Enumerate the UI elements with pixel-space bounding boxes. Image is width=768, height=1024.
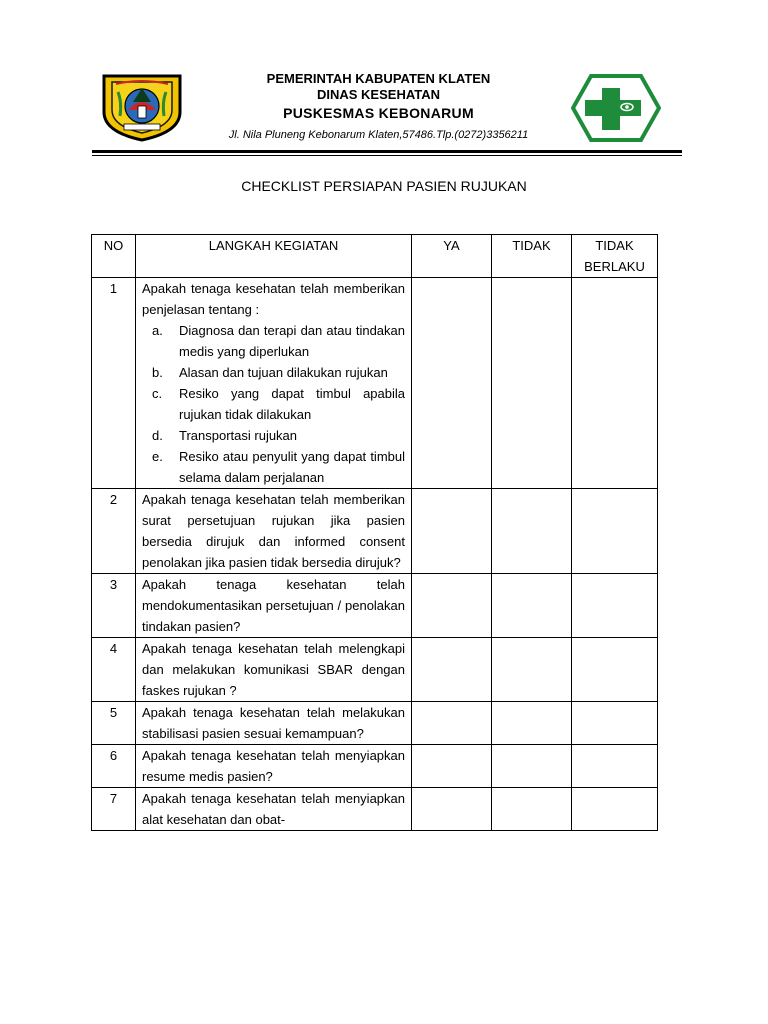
list-item-text: Alasan dan tujuan dilakukan rujukan xyxy=(179,365,388,380)
tidak-berlaku-cell[interactable] xyxy=(572,574,658,638)
header-tidak: TIDAK xyxy=(492,235,572,278)
row-number: 6 xyxy=(92,745,136,788)
header-puskesmas: PUSKESMAS KEBONARUM xyxy=(283,105,474,121)
table-row xyxy=(92,489,658,574)
table-header-row xyxy=(92,235,658,278)
list-item-text: Transportasi rujukan xyxy=(179,428,298,443)
tidak-berlaku-cell[interactable] xyxy=(572,745,658,788)
tidak-cell[interactable] xyxy=(492,638,572,702)
table-row xyxy=(92,638,658,702)
list-item xyxy=(142,362,405,383)
tidak-cell[interactable] xyxy=(492,489,572,574)
tidak-berlaku-cell[interactable] xyxy=(572,702,658,745)
row-number: 4 xyxy=(92,638,136,702)
row-activity: Apakah tenaga kesehatan telah menyiapkan alat kesehatan dan obat- xyxy=(136,788,412,831)
table-row xyxy=(92,788,658,831)
row-question: Apakah tenaga kesehatan telah memberikan penjelasan tentang : xyxy=(142,281,405,317)
tidak-cell[interactable] xyxy=(492,788,572,831)
row-activity: Apakah tenaga kesehatan telah mendokumentasikan persetujuan / penolakan tindakan pasien? xyxy=(136,574,412,638)
checklist-table xyxy=(91,234,658,831)
list-item-text: Diagnosa dan terapi dan atau tindakan medis yang diperlukan xyxy=(179,323,405,359)
tidak-cell[interactable] xyxy=(492,702,572,745)
letterhead-rule-thick xyxy=(92,150,682,153)
list-item xyxy=(142,425,405,446)
list-item xyxy=(142,320,405,362)
header-ya: YA xyxy=(412,235,492,278)
ya-cell[interactable] xyxy=(412,489,492,574)
tidak-berlaku-cell[interactable] xyxy=(572,489,658,574)
row-activity: Apakah tenaga kesehatan telah memberikan surat persetujuan rujukan jika pasien bersedia dirujuk dan informed consent penolakan jika pasien tidak bersedia dirujuk? xyxy=(136,489,412,574)
list-item xyxy=(142,383,405,425)
header-langkah-kegiatan: LANGKAH KEGIATAN xyxy=(136,235,412,278)
table-row xyxy=(92,574,658,638)
header-department: DINAS KESEHATAN xyxy=(316,87,441,102)
klaten-emblem-logo xyxy=(98,72,186,142)
header-address: Jl. Nila Pluneng Kebonarum Klaten,57486.Tlp.(0272)3356211 xyxy=(228,129,529,141)
list-marker: b. xyxy=(152,365,163,380)
tidak-cell[interactable] xyxy=(492,745,572,788)
ya-cell[interactable] xyxy=(412,745,492,788)
row-number: 3 xyxy=(92,574,136,638)
list-item-text: Resiko atau penyulit yang dapat timbul selama dalam perjalanan xyxy=(179,449,405,485)
document-title: CHECKLIST PERSIAPAN PASIEN RUJUKAN xyxy=(241,178,527,194)
tidak-cell[interactable] xyxy=(492,574,572,638)
ya-cell[interactable] xyxy=(412,638,492,702)
ya-cell[interactable] xyxy=(412,278,492,489)
tidak-berlaku-cell[interactable] xyxy=(572,278,658,489)
row-number: 7 xyxy=(92,788,136,831)
letterhead-rule-thin xyxy=(92,155,682,156)
sub-item-list xyxy=(142,320,405,488)
list-marker: e. xyxy=(152,449,163,464)
ya-cell[interactable] xyxy=(412,788,492,831)
row-activity: Apakah tenaga kesehatan telah melengkapi dan melakukan komunikasi SBAR dengan faskes rujukan ? xyxy=(136,638,412,702)
header-no: NO xyxy=(92,235,136,278)
row-number: 5 xyxy=(92,702,136,745)
list-item xyxy=(142,446,405,488)
list-item-text: Resiko yang dapat timbul apabila rujukan tidak dilakukan xyxy=(179,386,405,422)
list-marker: c. xyxy=(152,386,163,401)
tidak-berlaku-cell[interactable] xyxy=(572,788,658,831)
table-row xyxy=(92,745,658,788)
row-activity: Apakah tenaga kesehatan telah melakukan stabilisasi pasien sesuai kemampuan? xyxy=(136,702,412,745)
row-number: 2 xyxy=(92,489,136,574)
row-activity: Apakah tenaga kesehatan telah menyiapkan resume medis pasien? xyxy=(136,745,412,788)
list-marker: a. xyxy=(152,323,163,338)
list-marker: d. xyxy=(152,428,163,443)
ya-cell[interactable] xyxy=(412,574,492,638)
puskesmas-cross-logo xyxy=(571,74,661,142)
row-number: 1 xyxy=(92,278,136,489)
table-row xyxy=(92,702,658,745)
header-tidak-berlaku: TIDAK BERLAKU xyxy=(572,235,658,278)
ya-cell[interactable] xyxy=(412,702,492,745)
tidak-cell[interactable] xyxy=(492,278,572,489)
table-row xyxy=(92,278,658,489)
row-activity xyxy=(136,278,412,489)
header-government: PEMERINTAH KABUPATEN KLATEN xyxy=(266,71,491,86)
tidak-berlaku-cell[interactable] xyxy=(572,638,658,702)
